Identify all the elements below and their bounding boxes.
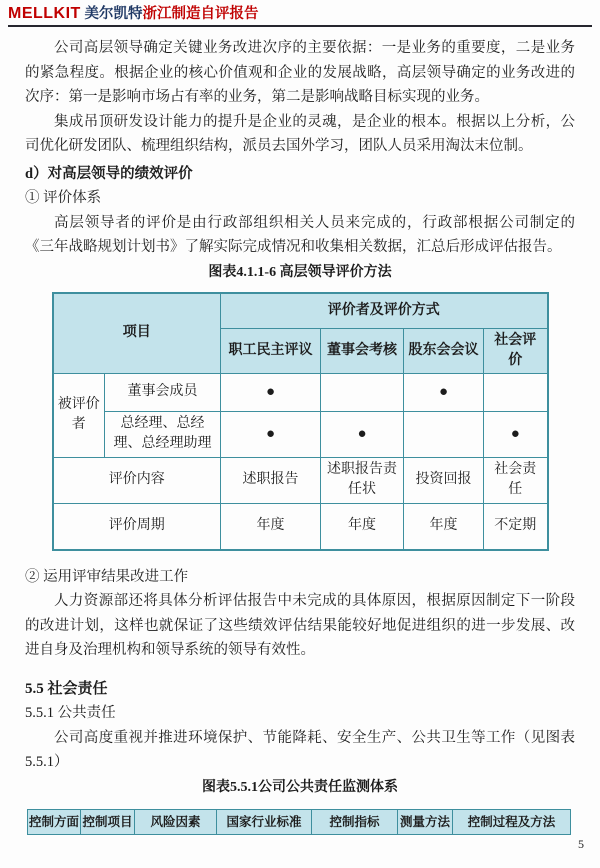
header-cell-project: 项目: [53, 293, 221, 374]
header-cell-national-industry-standard: 国家行业标准: [217, 809, 312, 834]
table-row: [53, 457, 548, 503]
table-row: [53, 411, 548, 457]
document-title: 浙江制造自评报告: [142, 6, 259, 22]
cell-investment-return: 投资回报: [404, 457, 484, 503]
mark-cell: [404, 411, 484, 457]
mark-cell: ●: [221, 411, 321, 457]
header-cell-control-indicator: 控制指标: [312, 809, 398, 834]
mark-cell: ●: [484, 411, 548, 457]
table1-caption: 图表4.1.1-6 高层领导评价方法: [208, 264, 392, 280]
header-cell-board-assessment: 董事会考核: [321, 328, 404, 373]
page-number: 5: [578, 837, 584, 851]
header-cell-employee-review: 职工民主评议: [221, 328, 321, 373]
heading-5-5-1-public-responsibility: 5.5.1 公共责任: [25, 705, 116, 721]
heading-5-5-social-responsibility: 5.5 社会责任: [25, 680, 108, 697]
paragraph-rd-capability: 集成吊顶研发设计能力的提升是企业的灵魂，是企业的根本。根据以上分析，公司优化研发团队、梳理组织结构，派员去国外学习，团队人员采用淘汰末位制。: [25, 113, 575, 154]
cell-evaluated-persons-group: 被评价者: [53, 373, 105, 457]
paragraph-public-responsibility: 公司高度重视并推进环境保护、节能降耗、安全生产、公共卫生等工作（见图表5.5.1）: [25, 729, 575, 770]
brand-chinese-name: 美尔凯特: [80, 6, 143, 22]
heading-d-performance-evaluation: d）对高层领导的绩效评价: [25, 165, 193, 182]
cell-board-members: 董事会成员: [105, 373, 221, 411]
header-cell-social-evaluation: 社会评价: [484, 328, 548, 373]
table-row: [53, 373, 548, 411]
table2-caption: 图表5.5.1公司公共责任监测体系: [202, 779, 398, 795]
cell-period-annual-1: 年度: [221, 503, 321, 550]
page-content: [25, 36, 575, 835]
mark-cell: ●: [321, 411, 404, 457]
cell-evaluation-period-label: 评价周期: [53, 503, 221, 550]
document-header: [8, 6, 592, 27]
table-row: [53, 293, 548, 329]
header-cell-control-process-method: 控制过程及方法: [453, 809, 571, 834]
paragraph-evaluation-process: 高层领导者的评价是由行政部组织相关人员来完成的，行政部根据公司制定的《三年战略规划计划书》了解实际完成情况和收集相关数据，汇总后形成评估报告。: [25, 214, 575, 255]
header-cell-control-aspect: 控制方面: [28, 809, 81, 834]
header-cell-shareholder-meeting: 股东会会议: [404, 328, 484, 373]
cell-general-managers: 总经理、总经理、总经理助理: [105, 411, 221, 457]
mark-cell: [484, 373, 548, 411]
item-1-evaluation-system: ① 评价体系: [25, 190, 102, 206]
cell-duty-report-responsibility: 述职报告责任状: [321, 457, 404, 503]
cell-period-irregular: 不定期: [484, 503, 548, 550]
brand-logo-text: MELLKIT: [8, 5, 81, 22]
cell-period-annual-3: 年度: [404, 503, 484, 550]
header-cell-evaluators-group: 评价者及评价方式: [221, 293, 548, 329]
cell-duty-report: 述职报告: [221, 457, 321, 503]
cell-period-annual-2: 年度: [321, 503, 404, 550]
mark-cell: ●: [404, 373, 484, 411]
item-2-use-review-results: ② 运用评审结果改进工作: [25, 568, 189, 585]
cell-social-responsibility: 社会责任: [484, 457, 548, 503]
mark-cell: [321, 373, 404, 411]
paragraph-improvement-order: 公司高层领导确定关键业务改进次序的主要依据：一是业务的重要度，二是业务的紧急程度。根据企业的核心价值观和企业的发展战略，高层领导确定的业务改进的次序：第一是影响市场占有率的业务，第二是影响战略目标实现的业务。: [25, 40, 575, 105]
header-cell-control-item: 控制项目: [81, 809, 135, 834]
paragraph-hr-improvement: 人力资源部还将具体分析评估报告中未完成的具体原因，根据原因制定下一阶段的改进计划，这样也就保证了这些绩效评估结果能较好地促进组织的进一步发展、改进自身及治理机构和领导系统的领导有效性。: [25, 593, 575, 658]
cell-evaluation-content-label: 评价内容: [53, 457, 221, 503]
public-responsibility-monitor-table: [27, 809, 571, 835]
mark-cell: ●: [221, 373, 321, 411]
header-cell-risk-factor: 风险因素: [135, 809, 217, 834]
table-row: [28, 809, 571, 834]
leader-evaluation-table: [52, 292, 549, 551]
header-cell-measurement-method: 测量方法: [398, 809, 453, 834]
table-row: [53, 503, 548, 550]
